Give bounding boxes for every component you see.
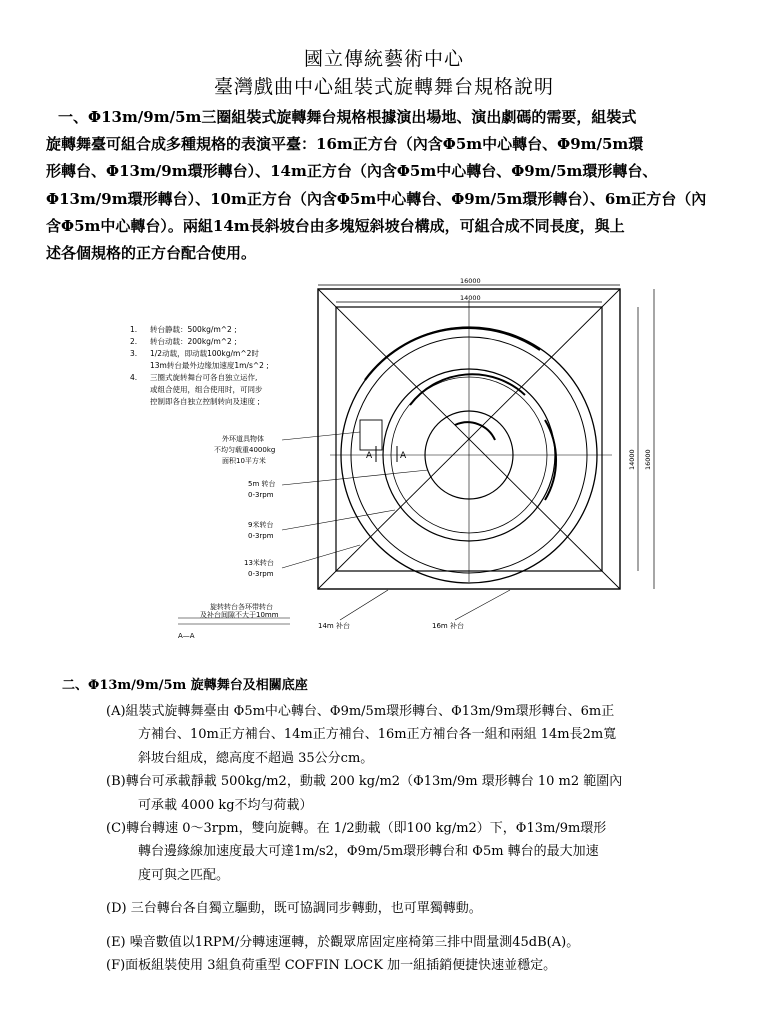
note-text: 转台静载：500kg/m^2 ;	[150, 325, 237, 334]
fill-label-16m: 16m 补台	[432, 622, 464, 630]
section1-line: 述各個規格的正方台配合使用。	[46, 244, 257, 263]
document-title: 國立傳統藝術中心	[303, 48, 464, 70]
callout-turntable-5m: 0-3rpm	[248, 491, 274, 499]
spec-line: (E) 噪音數值以1RPM/分轉速運轉，於觀眾席固定座椅第三排中間量測45dB(A)。	[106, 934, 580, 950]
dimension-14000-vertical: 14000	[628, 449, 636, 470]
callout-turntable-9m: 0-3rpm	[248, 532, 274, 540]
section1-line: 含Φ5m中心轉台）。兩組14m長斜坡台由多塊短斜坡台構成，可組合成不同長度，與上	[46, 216, 625, 235]
spec-line: 方補台、10m正方補台、14m正方補台、16m正方補台各一組和兩組 14m長2m寬	[138, 727, 617, 743]
turntable-plan-drawing	[118, 270, 678, 650]
note-text: 或组合使用，组合使用时，可同步	[150, 385, 263, 394]
callout-turntable-13m: 13米转台	[244, 559, 274, 567]
note-number: 3.	[130, 349, 138, 358]
note-text: 13m转台最外边缘加速度1m/s^2 ;	[150, 361, 269, 370]
spec-line: (D) 三台轉台各自獨立驅動，既可協調同步轉動，也可單獨轉動。	[106, 901, 482, 917]
section2-items	[106, 700, 706, 977]
section1-line: 旋轉舞臺可組合成多種規格的表演平臺：16m正方台（內含Φ5m中心轉台、Φ9m/5m環	[46, 135, 644, 154]
dimension-14000: 14000	[460, 294, 481, 302]
spec-line: 可承載 4000 kg不均勻荷載）	[138, 797, 313, 813]
note-text: 控制即各自独立控制转向及速度 ;	[150, 397, 260, 406]
note-number: 2.	[130, 337, 138, 346]
callout-turntable-9m: 9米转台	[248, 521, 274, 529]
section-mark-a: A	[366, 451, 373, 461]
section1-line: 形轉台、Φ13m/9m環形轉台）、14m正方台（內含Φ5m中心轉台、Φ9m/5m環形轉台、	[46, 162, 658, 181]
section1-paragraph	[46, 104, 722, 267]
spec-line: (C)轉台轉速 0～3rpm，雙向旋轉。在 1/2動載（即100 kg/m2）下，Φ13m/9m環形	[106, 821, 607, 837]
note-text: 三圈式旋转舞台可各自独立运作,	[150, 373, 258, 382]
callout-turntable-13m: 0-3rpm	[248, 570, 274, 578]
callout-turntable-5m: 5m 转台	[248, 480, 276, 488]
spec-line: 轉台邊緣線加速度最大可達1m/s2，Φ9m/5m環形轉台和 Φ5m 轉台的最大加速	[138, 844, 599, 860]
note-text: 转台动载：200kg/m^2 ;	[150, 337, 237, 346]
callout-outer-load: 外环道具物体	[222, 435, 264, 443]
spec-line: (A)組裝式旋轉舞臺由 Φ5m中心轉台、Φ9m/5m環形轉台、Φ13m/9m環形轉台、6m正	[106, 704, 615, 719]
dimension-16000: 16000	[460, 277, 481, 285]
callout-gap-note: 及补台间隙不大于10mm	[200, 611, 279, 619]
dimension-16000-vertical: 16000	[644, 449, 652, 470]
section-label: A—A	[178, 632, 195, 640]
note-number: 4.	[130, 373, 138, 382]
section-mark-a: A	[400, 451, 407, 461]
callout-outer-load: 面积10平方米	[222, 457, 266, 465]
section1-line: 一、Φ13m/9m/5m三圈組裝式旋轉舞台規格根據演出場地、演出劇碼的需要，組裝式	[58, 108, 637, 126]
section2-heading: 二、Φ13m/9m/5m 旋轉舞台及相關底座	[62, 678, 308, 693]
fill-label-14m: 14m 补台	[318, 622, 350, 630]
note-number: 1.	[130, 325, 138, 334]
spec-line: (F)面板組裝使用 3組負荷重型 COFFIN LOCK 加一組插銷便捷快速並穩定。	[106, 958, 557, 974]
section1-line: Φ13m/9m環形轉台）、10m正方台（內含Φ5m中心轉台、Φ9m/5m環形轉台）、6m正方台（內	[46, 189, 707, 208]
note-text: 1/2动载，即动载100kg/m^2时	[150, 349, 259, 358]
spec-line: (B)轉台可承載靜載 500kg/m2，動載 200 kg/m2（Φ13m/9m 環形轉台 10 m2 範圍內	[106, 774, 623, 790]
spec-line: 斜坡台組成，總高度不超過 35公分cm。	[138, 750, 374, 766]
callout-outer-load: 不均匀载重4000kg	[214, 446, 276, 454]
spec-line: 度可與之匹配。	[138, 867, 230, 883]
document-subtitle: 臺灣戲曲中心組裝式旋轉舞台規格說明	[213, 76, 554, 98]
callout-gap-note: 旋转转台各环带转台	[210, 603, 273, 611]
